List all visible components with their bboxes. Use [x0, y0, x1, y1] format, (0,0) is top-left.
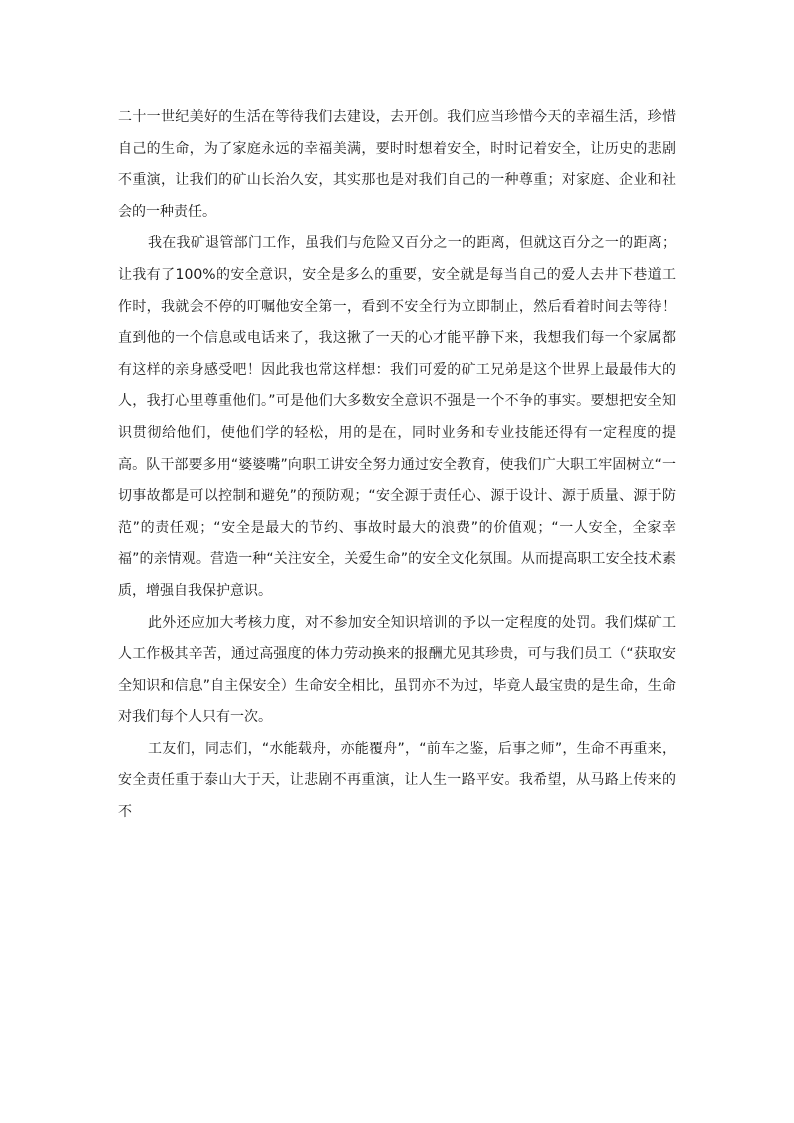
- paragraph-3: 此外还应加大考核力度，对不参加安全知识培训的予以一定程度的处罚。我们煤矿工人工作极其辛苦，通过高强度的体力劳动换来的报酬尤见其珍贵，可与我们员工（“获取安全知识和信息”自主保安全）生命安全相比，虽罚亦不为过，毕竟人最宝贵的是生命，生命对我们每个人只有一次。: [118, 614, 676, 726]
- paragraph-1: 二十一世纪美好的生活在等待我们去建设，去开创。我们应当珍惜今天的幸福生活，珍惜自己的生命，为了家庭永远的幸福美满，要时时想着安全，时时记着安全，让历史的悲剧不重演，让我们的矿山长治久安，其实那也是对我们自己的一种尊重；对家庭、企业和社会的一种责任。: [118, 109, 676, 220]
- paragraph-2: 我在我矿退管部门工作，虽我们与危险又百分之一的距离，但就这百分之一的距离；让我有了100%的安全意识，安全是多么的重要，安全就是每当自己的爱人去井下巷道工作时，我就会不停的叮嘱他安全第一，看到不安全行为立即制止，然后看着时间去等待！直到他的一个信息或电话来了，我这揪了一天的心才能平静下来，我想我们每一个家属都有这样的亲身感受吧！因此我也常这样想：我们可爱的矿工兄弟是这个世界上最最伟大的人，我打心里尊重他们。”可是他们大多数安全意识不强是一个不争的事实。要想把安全知识贯彻给他们，使他们学的轻松，用的是在，同时业务和专业技能还得有一定程度的提高。队干部要多用“婆婆嘴”向职工讲安全努力通过安全教育，使我们广大职工牢固树立“一切事故都是可以控制和避免”的预防观；“安全源于责任心、源于设计、源于质量、源于防范”的责任观；“安全是最大的节约、事故时最大的浪费”的价值观；“一人安全，全家幸福”的亲情观。营造一种“关注安全，关爱生命”的安全文化氛围。从而提高职工安全技术素质，增强自我保护意识。: [118, 235, 676, 599]
- document-body: [118, 102, 676, 829]
- paragraph-4: 工友们，同志们，“水能载舟，亦能覆舟”，“前车之鉴，后事之师”，生命不再重来，安全责任重于泰山大于天，让悲剧不再重演，让人生一路平安。我希望，从马路上传来的不: [118, 740, 676, 821]
